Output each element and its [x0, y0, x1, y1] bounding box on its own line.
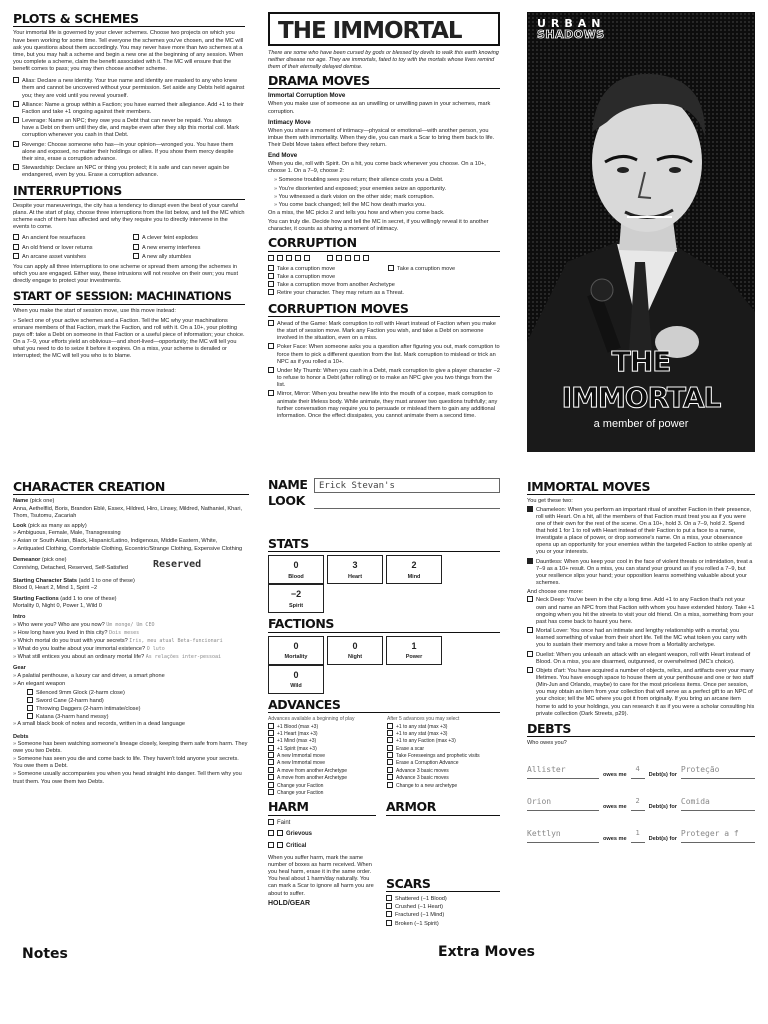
move-text: When you die, roll with Spirit. On a hit, you come back whenever you choose. On a 10+, choose 1. On a 7–9, choose 2:	[268, 161, 486, 175]
advances-title: ADVANCES	[268, 698, 500, 713]
brand-logo: URBAN SHADOWS	[537, 17, 606, 41]
weapon-option[interactable]: Throwing Daggers (2-harm intimate/close)	[27, 705, 249, 713]
advance-option[interactable]: A new Immortal move	[268, 752, 381, 759]
move-mortal-lover[interactable]: Mortal Lover: You once had an intimate and lengthy relationship with a mortal; you learned something of value from their short life. Tell the MC what token you carry with you to sustain their memory and take a move from a Mortality archetype.	[527, 627, 755, 649]
checkbox[interactable]	[13, 77, 19, 83]
corruption-advance[interactable]: Take a corruption move from another Archetype	[268, 281, 500, 289]
move-name: Intimacy Move	[268, 118, 311, 126]
flavor-text: There are some who have been cursed by gods or blessed by devils to walk this earth knowing neither disease nor age. They are immortals, fated to toy with the mortals whose lives remind them of their eternally delayed demise.	[268, 50, 499, 71]
armor-field[interactable]	[386, 819, 500, 877]
debts-title: DEBTS	[527, 722, 755, 737]
name-label: NAME	[268, 477, 308, 493]
look-options: » Antiquated Clothing, Comfortable Clothing, Eccentric/Strange Clothing, Expensive Clothing	[13, 546, 249, 553]
title-box	[268, 12, 500, 46]
intro-question[interactable]: » How long have you lived in this city? Dois meses	[13, 630, 249, 637]
faction-wild[interactable]: 0 Wild	[268, 665, 324, 694]
weapon-option[interactable]: Sword Cane (2-harm hand)	[27, 697, 249, 705]
debt-row[interactable]: Orion owes me 2 Debt(s) for Comida	[527, 785, 755, 811]
field-heading: Starting Character Stats	[13, 577, 78, 584]
corruption-move[interactable]: Under My Thumb: When you cash in a Debt, mark corruption to give a player character −2 to refuse to honor a Debt (after rolling) or to make an NPC give you two things from the list.	[268, 367, 500, 389]
advance-option[interactable]: +1 Spirit (max +3)	[268, 745, 381, 752]
corruption-advance[interactable]: Take a corruption move	[268, 265, 380, 273]
debt-row[interactable]: Kettlyn owes me 1 Debt(s) for Proteger a f	[527, 817, 755, 843]
advance-option[interactable]: Take Foreseeings and prophetic visits	[387, 752, 500, 759]
advance-option[interactable]: Erase a Corruption Advance	[387, 759, 500, 766]
creation-section: CHARACTER CREATION Name (pick one) Anna, Aethelflid, Boris, Brandon Eblé, Essex, Hildred, Hiro, Linsey, Mildred, Nathaniel, Khari, Thom, Tsutomu, Zacariah Look (pick as many as apply) » Ambiguous, Female, Male, Transgressing » Asian or South Asian, Black, Hispanic/Latino, Indigenous, Middle Eastern, White, » Antiquated Clothing, Comfortable Clothing, Eccentric/Strange Clothing, Expensive Clothing Demeanor (pick one) Conniving, Detached, Reserved, Self-Satisfied Reserved Starting Character Stats (add 1 to one of these) Blood 0, Heart 2, Mind 1, Spirit −2 Starting Factions (add 1 to one of these) Mortality 0, Night 0, Power 1, Wild 0 Intro » Who were you? Who are you now? Um monge/ Um CEO » How long have you lived in this city? Dois meses » Which mortal do you trust with your secrets? Iris, meu atual Beta-funcionari » What do you loathe about your immortal existence? O luto » What still entices you about an ordinary mortal life? As relações inter-pessoai Gear » A palatial penthouse, a luxury car and driver, a smart phone » An elegant weapon Silenced 9mm Glock (2-harm close) Sword Cane (2-harm hand) Throwing Daggers (2-harm intimate/close) Katana (3-harm hand messy) » A small black book of notes and records, written in a dead language Debts » Someone has been watching someone's lineage closely, keeping them safe from harm. They owe you two Debts. » Someone has seen you die and come back to life. They haven't told anyone your secrets. You owe them a Debt. » Someone usually accompanies you when you head straight into danger. Tell them why you trust them. You owe them two Debts.	[13, 480, 249, 787]
advance-option[interactable]: Change to a new archetype	[387, 782, 500, 789]
checkbox[interactable]	[13, 164, 19, 170]
gear-item: » A palatial penthouse, a luxury car and driver, a smart phone	[13, 673, 249, 680]
harm-faint[interactable]: Faint	[268, 819, 376, 828]
interruptions-intro: Despite your maneuverings, the city has a tendency to disrupt even the best of your careful plans. At the start of play, choose three interruptions from the list below, and tell the MC which scheme each of them has affected and why they require you to directly intervene in the events to come.	[13, 202, 245, 231]
advance-option[interactable]: +1 Mind (max +3)	[268, 737, 381, 744]
corruption-track-2[interactable]	[327, 255, 372, 263]
move-neck-deep[interactable]: Neck Deep: You've been in the city a long time. Add +1 to any Faction that's not your own and name an NPC from that Faction with whom you have extended history. Take +1 ongoing when you hit the streets to visit your old friend. On a miss, something from your past has come back to haunt you here.	[527, 596, 755, 626]
harm-title: HARM	[268, 800, 376, 815]
interruptions-outro: You can apply all three interruptions to one scheme or spread them among the schemes in which you are engaged. Either way, these intrusions will not resolve on their own; you must directly engage to protect your investments.	[13, 263, 239, 285]
scar-option[interactable]: Shattered (−1 Blood)	[386, 895, 500, 903]
advance-option[interactable]: A move from another Archetype	[268, 767, 381, 774]
corruption-move[interactable]: Ahead of the Game: Mark corruption to roll with Heart instead of Faction when you make the start of session move. Mark any Faction you wish, and take a Debt on someone involved in the situation, even on a miss.	[268, 320, 500, 342]
corruption-track-1[interactable]	[268, 255, 313, 263]
starting-stats: Blood 0, Heart 2, Mind 1, Spirit −2	[13, 584, 98, 591]
move-name: End Move	[268, 152, 298, 160]
field-heading: Name	[13, 498, 29, 505]
list-item: » You're disoriented and exposed; your enemies seize an opportunity.	[274, 186, 500, 193]
character-sheet: NAME Erick Stevan's LOOK STATS 0 Blood 3 Heart 2 Mind −2 Spirit FACTIONS 0 Mortality 0 Night 1 Power 0 Wild ADVANCES Advances available a beginning of play +1 Blood (max +3) +1 Heart (max +3) +1 Mind (max +3) +1 Spirit (max +3) A new Immortal move A new Immortal move A move from another Archetype A move from another Archetype Change your Faction Change your Faction After 5 advances you may select +1 to any stat (max +3) +1 to any stat (max +3) +1 to any Faction (max +3) Erase a scar Take Foreseeings and prophetic visits Erase a Corruption Advance Advance 3 basic moves Advance 3 basic moves Change to a new archetype HARM Faint Grievous Critical When you suffer harm, mark the same number of boxes as harm received. When you heal harm, erase it in the same order. You heal about 1 harm/day naturally. You can mark a Scar to ignore all harm you are about to suffer. HOLD/GEAR ARMOR SCARS Shattered (−1 Blood) Crushed (−1 Heart) Fractured (−1 Mind) Broken (−1 Spirit)	[268, 478, 500, 928]
move-text: When you make use of someone as an unwilling or unwilling pawn in your schemes, mark corruption.	[268, 101, 491, 115]
stat-heart[interactable]: 3 Heart	[327, 555, 383, 584]
stat-blood[interactable]: 0 Blood	[268, 555, 324, 584]
harm-grievous[interactable]: Grievous	[268, 830, 376, 839]
advance-option[interactable]: A new Immortal move	[268, 759, 381, 766]
look-options: » Asian or South Asian, Black, Hispanic/Latino, Indigenous, Middle Eastern, White,	[13, 538, 249, 545]
factions-title: FACTIONS	[268, 617, 500, 632]
harm-critical[interactable]: Critical	[268, 842, 376, 851]
advance-option[interactable]: A move from another Archetype	[268, 774, 381, 781]
starting-factions: Mortality 0, Night 0, Power 1, Wild 0	[13, 603, 102, 610]
debt-row[interactable]: Allister owes me 4 Debt(s) for Proteção	[527, 753, 755, 779]
scheme-stewardship[interactable]: Stewardship: Declare an NPC or thing you protect; it is safe and can never again be endangered, even by you. Erase a corruption advance.	[13, 164, 245, 179]
faction-power[interactable]: 1 Power	[386, 636, 442, 665]
scar-option[interactable]: Broken (−1 Spirit)	[386, 920, 500, 928]
advance-option[interactable]: +1 Blood (max +3)	[268, 723, 381, 730]
plots-intro: Your immortal life is governed by your clever schemes. Choose two projects on which you have been working for some time. Tell everyone the schemes you've chosen, and the MC will ask you questions about them accordingly. You may never have more than two schemes at a time, but you may halt a scheme and begin a new one at the beginning of any session. When you complete a scheme, claim the benefit associated with it. The MC will ensure that the benefit comes to pass; you may then choose another scheme.	[13, 30, 244, 73]
advance-option[interactable]: Advance 3 basic moves	[387, 774, 500, 781]
checkbox[interactable]	[13, 117, 19, 123]
machinations-body: » Select one of your active schemes and a Faction. Tell the MC why your machinations ensnare members of that Faction, mark the Faction, and roll with it. On a 10+, your plotting pays off: take a Debt on someone in that Faction or a useful piece of information; your choice. On a 7–9, your efforts yield an oblivious—and short-lived—opportunity; the MC will tell you what you need to do to seize it before it expires. On a miss, your scheme is derailed or interrupted; the MC will tell you who is to blame.	[13, 318, 245, 361]
demeanor-options: Conniving, Detached, Reserved, Self-Satisfied	[13, 564, 129, 571]
corruption-moves-title: CORRUPTION MOVES	[268, 302, 500, 317]
move-text: On a miss, the MC picks 2 and tells you how and when you come back.	[268, 210, 445, 216]
move-text: When you share a moment of intimacy—physical or emotional—with another person, you imbue them with immortality. When they die, you can mark a Scar to bring them back to life. Their Debt Move takes effect before they return.	[268, 127, 495, 148]
handwritten-answer: O luto	[146, 646, 165, 653]
art-title: THE IMMORTAL	[561, 345, 721, 414]
harm-rules: When you suffer harm, mark the same number of boxes as harm received. When you heal harm, erase it in the same order. You heal about 1 harm/day naturally. You can mark a Scar to ignore all harm you are about to suffer.	[268, 854, 374, 897]
advance-option[interactable]: +1 to any Faction (max +3)	[387, 737, 500, 744]
look-field[interactable]	[314, 494, 500, 509]
corruption-title: CORRUPTION	[268, 236, 500, 251]
debt-item: » Someone has seen you die and come back to life. They haven't told anyone your secrets. You owe them a Debt.	[13, 756, 249, 770]
scheme-revenge[interactable]: Revenge: Choose someone who has—in your opinion—wronged you. You have them alone and exposed, no matter their holdings or allies. If you show them mercy despite their sins, erase a corruption advance.	[13, 141, 245, 163]
field-heading: Starting Factions	[13, 596, 59, 603]
stats-title: STATS	[268, 537, 500, 552]
scheme-leverage[interactable]: Leverage: Name an NPC; they owe you a Debt that can never be repaid. You always have a Debt on them until they die, and maybe even after they slip this mortal coil. Mark corruption whenever you cash in that Debt.	[13, 117, 245, 139]
corruption-advance[interactable]: Retire your character. They may return as a Threat.	[268, 289, 500, 297]
stat-spirit[interactable]: −2 Spirit	[268, 584, 324, 613]
list-item: » Someone troubling sees you return; their silence costs you a Debt.	[274, 177, 500, 184]
interruption-option[interactable]: A new enemy interferes	[133, 244, 245, 252]
extra-moves-heading: Extra Moves	[438, 944, 536, 960]
creation-title: CHARACTER CREATION	[13, 480, 249, 495]
scheme-alliance[interactable]: Alliance: Name a group within a Faction; you have earned their allegiance. Add +1 to their Faction and take +1 ongoing against their members.	[13, 101, 245, 116]
drama-section	[268, 12, 500, 421]
field-heading: Demeanor	[13, 557, 41, 564]
factions-row	[268, 636, 500, 694]
list-item: » You witnessed a dark vision on the other side; mark corruption.	[274, 194, 500, 201]
page-title: THE IMMORTAL	[278, 18, 462, 44]
field-heading: Gear	[13, 665, 26, 672]
interruption-option[interactable]: An old friend or lover returns	[13, 244, 125, 252]
name-field[interactable]: Erick Stevan's	[314, 478, 500, 493]
scar-option[interactable]: Crushed (−1 Heart)	[386, 903, 500, 911]
handwritten-answer: Dois meses	[109, 629, 140, 636]
gear-item: » A small black book of notes and records, written in a dead language	[13, 721, 249, 728]
art-subtitle: a member of power	[593, 417, 689, 430]
move-chameleon[interactable]: Chameleon: When you perform an important ritual of another Faction in their presence, roll with Heart. On a hit, all the members of that Faction must treat you as if you were one of their own for the rest of the scene. On a 10+, hold 3. On a 7–9, hold 2. Spend that hold 1 for 1 to roll with Heart instead of their Faction to put a face to a name, investigate a place of power, or drop someone's name. On a miss, your observance opens up an opportunity for your enemies within the targeted Faction to strike openly at you or your interests.	[527, 506, 755, 557]
interruption-option[interactable]: A clever feint explodes	[133, 234, 245, 242]
advance-option[interactable]: Erase a scar	[387, 745, 500, 752]
handwritten-answer: Iris, meu atual Beta-funcionari	[129, 637, 223, 644]
look-options: » Ambiguous, Female, Male, Transgressing	[13, 530, 249, 537]
armor-title: ARMOR	[386, 800, 500, 815]
scars-title: SCARS	[386, 877, 500, 892]
debt-item: » Someone has been watching someone's lineage closely, keeping them safe from harm. They owe you two Debts.	[13, 741, 249, 755]
debt-item: » Someone usually accompanies you when you head straight into danger. Tell them why you trust them. You owe them two Debts.	[13, 771, 249, 785]
character-art	[527, 12, 755, 452]
machinations-title: START OF SESSION: MACHINATIONS	[13, 290, 245, 304]
immortal-moves-title: IMMORTAL MOVES	[527, 480, 755, 495]
demeanor-handwritten[interactable]: Reserved	[153, 558, 202, 570]
faction-mortality[interactable]: 0 Mortality	[268, 636, 324, 665]
list-item: » You come back changed; tell the MC how death marks you.	[274, 202, 500, 209]
handwritten-answer: As relações inter-pessoai	[145, 654, 222, 661]
advance-option[interactable]: Change your Faction	[268, 789, 381, 796]
interruption-option[interactable]: An ancient foe resurfaces	[13, 234, 125, 242]
advance-option[interactable]: Advance 3 basic moves	[387, 767, 500, 774]
plots-title: PLOTS & SCHEMES	[13, 12, 245, 27]
intro-question[interactable]: » What do you loathe about your immortal existence? O luto	[13, 646, 249, 653]
corruption-advance[interactable]: Take a corruption move	[268, 273, 500, 281]
intro-question[interactable]: » Who were you? Who are you now? Um monge/ Um CEO	[13, 622, 249, 629]
art-title-block	[532, 344, 750, 431]
field-heading: Intro	[13, 614, 26, 621]
stat-mind[interactable]: 2 Mind	[386, 555, 442, 584]
move-name: Immortal Corruption Move	[268, 92, 346, 100]
scar-option[interactable]: Fractured (−1 Mind)	[386, 911, 500, 919]
move-text: You can truly die. Decide how and tell the MC in secret, if you willingly reveal it to another character, it counts as sharing a moment of intimacy.	[268, 219, 489, 233]
immortal-moves-section: IMMORTAL MOVES You get these two: Chameleon: When you perform an important ritual of another Faction in their presence, roll with Heart. On a hit, all the members of that Faction must treat you as if you were one of their own for the rest of the scene. On a 10+, hold 3. On a 7–9, hold 2. Spend that hold 1 for 1 to roll with Heart instead of their Faction to put a face to a name, investigate a place of power, or drop someone's name. On a miss, your observance opens up an opportunity for your enemies within the targeted Faction to strike openly at you or your interests. Dauntless: When you keep your cool in the face of violent threats or intimidation, treat a 7–9 as a 10+ result. On a miss, you can stand your ground as if you rolled a 7–9, but your resilience slips your hand; your opposition learns something valuable about your schemes. And choose one more: Neck Deep: You've been in the city a long time. Add +1 to any Faction that's not your own and name an NPC from that Faction with whom you have extended history. Take +1 ongoing when you hit the streets to visit your old friend. On a miss, something from your past has come back to haunt you here. Mortal Lover: You once had an intimate and lengthy relationship with a mortal; you learned something of value from their short life. Tell the MC what token you carry with you to sustain their memory and take a move from a Mortality archetype. Duelist: When you unleash an attack with an elegant weapon, roll with Heart instead of Blood. On a miss, you are disarmed, outgunned, or overwhelmed (MC's choice). Objets d'art: You have acquired a number of objects, relics, and artifacts over your many lifetimes. You have enough space to house them at your penthouse and one or two staff (Min-Jun and Orlando, maybe) to care for the most priceless items. Once per session, you may obtain an item from your collection that will serve as a perfect gift to an NPC of your choice; tell the MC where you got it from originally. If you bring an arcane item home to add to your holdings, you can research it as if you were a scholar consulting his private collection (Dark Streets, p29). DEBTS Who owes you? Allister owes me 4 Debt(s) for Proteção Orion owes me 2 Debt(s) for Comida Kettlyn owes me 1 Debt(s) for Proteger a f	[527, 479, 755, 843]
move-objets-dart[interactable]: Objets d'art: You have acquired a number of objects, relics, and artifacts over your many lifetimes. You have enough space to house them at your penthouse and one or two staff (Min-Jun and Orlando, maybe) to care for the most priceless items. Once per session, you may obtain an item from your collection that will serve as a perfect gift to an NPC of your choice; tell the MC where you got it from originally. If you bring an arcane item home to add to your holdings, you can research it as if you were a scholar consulting his private collection (Dark Streets, p29).	[527, 667, 755, 718]
advance-option[interactable]: Change your Faction	[268, 782, 381, 789]
checkbox[interactable]	[13, 141, 19, 147]
gear-item: » An elegant weapon	[13, 681, 249, 688]
stats-row	[268, 555, 500, 613]
weapon-option[interactable]: Silenced 9mm Glock (2-harm close)	[27, 689, 249, 697]
corruption-move[interactable]: Mirror, Mirror: When you breathe new life into the mouth of a corpse, mark corruption to animate their lifeless body. While animate, they must answer two questions truthfully; any further conversation may require you to persuade or mislead them to gain any additional information. Once the effect dissipates, you cannot animate them a second time.	[268, 390, 500, 420]
intro-question[interactable]: » Which mortal do you trust with your secrets? Iris, meu atual Beta-funcionari	[13, 638, 249, 645]
field-heading: Look	[13, 522, 27, 529]
weapon-option[interactable]: Katana (3-harm hand messy)	[27, 713, 249, 721]
advance-option[interactable]: +1 Heart (max +3)	[268, 730, 381, 737]
drama-title: DRAMA MOVES	[268, 74, 500, 89]
handwritten-answer: Um monge/ Um CEO	[106, 621, 155, 628]
machinations-intro: When you make the start of session move, use this move instead:	[13, 307, 176, 314]
name-options: Anna, Aethelflid, Boris, Brandon Eblé, Essex, Hildred, Hiro, Linsey, Mildred, Nathaniel, Khari, Thom, Tsutomu, Zacariah	[13, 505, 243, 519]
intro-question[interactable]: » What still entices you about an ordinary mortal life? As relações inter-pessoai	[13, 654, 249, 661]
field-heading: Debts	[13, 733, 29, 740]
look-label: LOOK	[268, 493, 305, 509]
faction-night[interactable]: 0 Night	[327, 636, 383, 665]
interruption-option[interactable]: An arcane asset vanishes	[13, 253, 125, 261]
corruption-advance[interactable]: Take a corruption move	[388, 265, 500, 273]
move-duelist[interactable]: Duelist: When you unleash an attack with an elegant weapon, roll with Heart instead of Blood. On a miss, you are disarmed, outgunned, or overwhelmed (MC's choice).	[527, 651, 755, 666]
move-dauntless[interactable]: Dauntless: When you keep your cool in the face of violent threats or intimidation, treat a 7–9 as a 10+ result. On a miss, you can stand your ground as if you rolled a 7–9, but your resilience slips your hand; your opposition learns something valuable about your schemes.	[527, 558, 755, 588]
interruptions-title: INTERRUPTIONS	[13, 184, 245, 199]
scheme-alias[interactable]: Alias: Declare a new identity. Your true name and identity are masked to any who knew them and cannot be uncovered without your permission. Set aside any Debts held against you; they are void until you reveal yourself.	[13, 77, 245, 99]
advance-option[interactable]: +1 to any stat (max +3)	[387, 730, 500, 737]
checkbox[interactable]	[13, 101, 19, 107]
interruption-option[interactable]: A new ally stumbles	[133, 253, 245, 261]
hold-gear-label: HOLD/GEAR	[268, 899, 310, 907]
corruption-move[interactable]: Poker Face: When someone asks you a question after figuring you out, mark corruption to force them to pick a different question from the list. Mark corruption to mislead or trick an NPC as if you rolled a 10+.	[268, 343, 500, 365]
advance-option[interactable]: +1 to any stat (max +3)	[387, 723, 500, 730]
notes-heading: Notes	[22, 946, 68, 962]
plots-section	[13, 12, 245, 362]
